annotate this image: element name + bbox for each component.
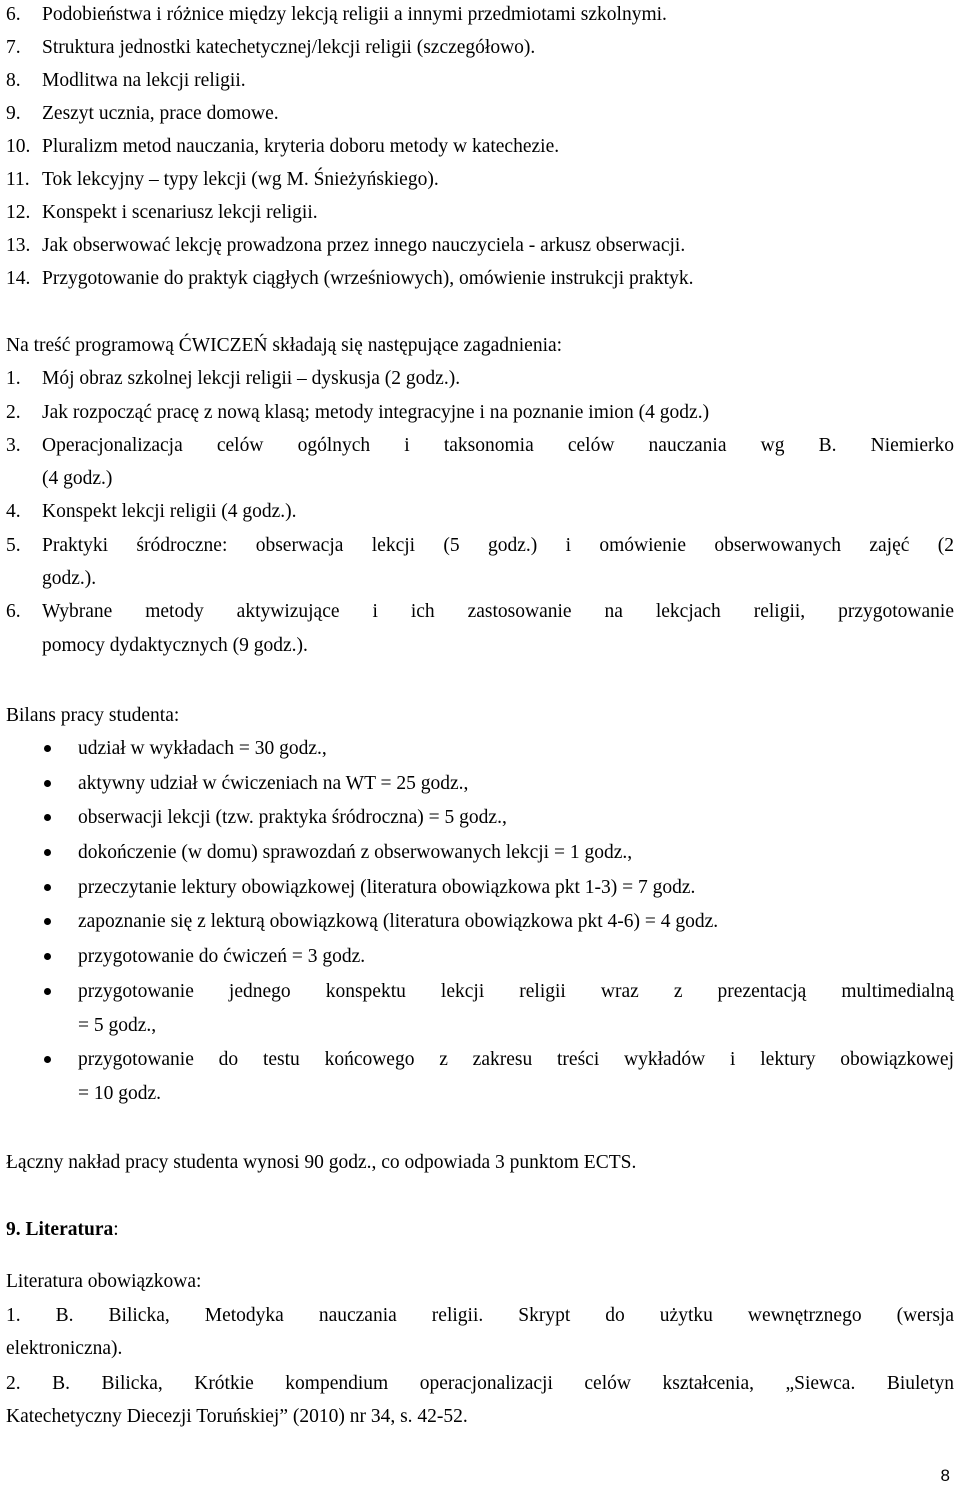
list-item: 7. Struktura jednostki katechetycznej/lekcji religii (szczegółowo). [6, 37, 536, 58]
bullet-icon [44, 988, 51, 995]
list-item: 13. Jak obserwować lekcję prowadzona przez innego nauczyciela - arkusz obserwacji. [6, 235, 686, 256]
list-item: przygotowanie do testu końcowego z zakresu treści wykładów i lektury obowiązkowej [78, 1049, 954, 1070]
section-heading: 9. Literatura: [6, 1219, 119, 1240]
list-item: 5. [6, 535, 21, 556]
bullet-icon [44, 1056, 51, 1063]
list-item: przygotowanie do ćwiczeń = 3 godz. [78, 946, 366, 967]
workload-total: Łączny nakład pracy studenta wynosi 90 godz., co odpowiada 3 punktom ECTS. [6, 1152, 637, 1173]
list-item: 14. Przygotowanie do praktyk ciągłych (wrześniowych), omówienie instrukcji praktyk. [6, 268, 694, 289]
list-item: 8. Modlitwa na lekcji religii. [6, 70, 246, 91]
list-item: 3. [6, 435, 21, 456]
list-item: 4. Konspekt lekcji religii (4 godz.). [6, 501, 297, 522]
literature-item: 1. B. Bilicka, Metodyka nauczania religii. Skrypt do użytku wewnętrznego (wersja [6, 1305, 954, 1326]
literature-subheading: Literatura obowiązkowa: [6, 1271, 202, 1292]
list-item: 6. Podobieństwa i różnice między lekcją religii a innymi przedmiotami szkolnymi. [6, 4, 667, 25]
list-item: przygotowanie jednego konspektu lekcji religii wraz z prezentacją multimedialną [78, 981, 954, 1002]
bullet-icon [44, 814, 51, 821]
bullet-icon [44, 884, 51, 891]
list-item: dokończenie (w domu) sprawozdań z obserwowanych lekcji = 1 godz., [78, 842, 633, 863]
list-item: 9. Zeszyt ucznia, prace domowe. [6, 103, 279, 124]
exercises-heading: Na treść programową ĆWICZEŃ składają się następujące zagadnienia: [6, 335, 563, 356]
literature-item: 2. B. Bilicka, Krótkie kompendium operacjonalizacji celów kształcenia, „Siewca. Biuletyn [6, 1373, 954, 1394]
list-item: 6. [6, 601, 21, 622]
list-item: 10. Pluralizm metod nauczania, kryteria doboru metody w katechezie. [6, 136, 560, 157]
list-item: 12. Konspekt i scenariusz lekcji religii. [6, 202, 318, 223]
bullet-icon [44, 918, 51, 925]
workload-heading: Bilans pracy studenta: [6, 705, 180, 726]
list-item: przeczytanie lektury obowiązkowej (literatura obowiązkowa pkt 1-3) = 7 godz. [78, 877, 696, 898]
bullet-icon [44, 745, 51, 752]
list-item: 11. Tok lekcyjny – typy lekcji (wg M. Śnieżyńskiego). [6, 169, 439, 190]
list-item: aktywny udział w ćwiczeniach na WT = 25 godz., [78, 773, 469, 794]
bullet-icon [44, 780, 51, 787]
list-item: udział w wykładach = 30 godz., [78, 738, 327, 759]
page-number: 8 [940, 1466, 950, 1485]
list-item: zapoznanie się z lekturą obowiązkową (literatura obowiązkowa pkt 4-6) = 4 godz. [78, 911, 719, 932]
bullet-icon [44, 849, 51, 856]
list-item: 1. Mój obraz szkolnej lekcji religii – dyskusja (2 godz.). [6, 368, 461, 389]
bullet-icon [44, 953, 51, 960]
list-item: obserwacji lekcji (tzw. praktyka śródroczna) = 5 godz., [78, 807, 507, 828]
list-item: 2. Jak rozpocząć pracę z nową klasą; metody integracyjne i na poznanie imion (4 godz.) [6, 402, 710, 423]
